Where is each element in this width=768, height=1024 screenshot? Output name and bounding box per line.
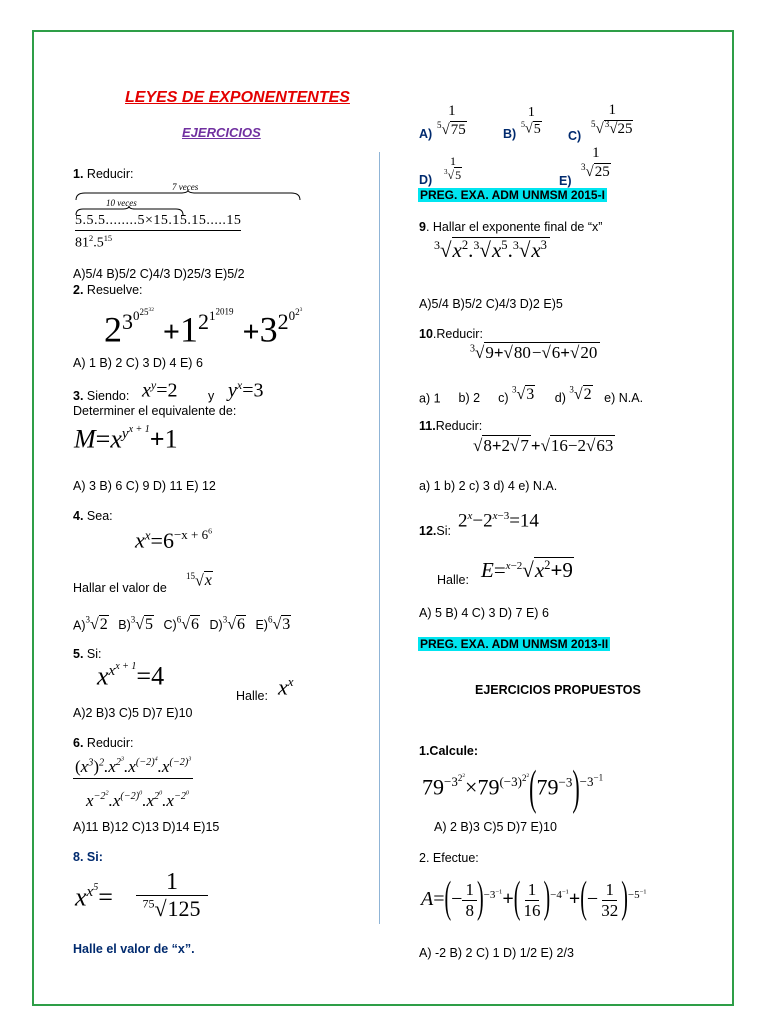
q4-root-x: $^{15}$√x <box>186 571 212 590</box>
q8-option-d: 1 $^3$√5 <box>444 154 462 183</box>
p1-prompt: 1.Calcule: <box>419 744 479 758</box>
q6-numerator: $(x^3)^2.x^{2^3}.x^{(-2)^4}.x^{(-2)^3}$ <box>73 757 193 779</box>
q1-numerator: 5.5.5........5×15.15.15.....15 <box>75 213 241 231</box>
q8-option-e: 1 $^3$√25 <box>581 145 610 180</box>
q11-options: a) 1 b) 2 c) 3 d) 4 e) N.A. <box>419 479 558 493</box>
q12-options: A) 5 B) 4 C) 3 D) 7 E) 6 <box>419 606 549 620</box>
q3-options: A) 3 B) 6 C) 9 D) 11 E) 12 <box>73 479 216 493</box>
exam-tag-2013: PREG. EXA. ADM UNMSM 2013-II <box>420 637 609 651</box>
q8-prompt: 8. Si: <box>73 850 103 864</box>
q4-expression: $x^x=6^{-x + 6^6}$ <box>135 527 213 553</box>
q5-prompt: 5. Si: <box>73 647 102 661</box>
q3-prompt: 3. Siendo: <box>73 389 130 403</box>
q8-fraction: $\frac{1}{^{75}√125}$ <box>136 869 208 922</box>
q8-option-b: 1 $^5$√5 <box>521 105 541 138</box>
q3-expression: $M=x^{y^{x + 1}}+1$ <box>74 424 178 454</box>
p2-options: A) -2 B) 2 C) 1 D) 1/2 E) 2/3 <box>419 946 574 960</box>
p2-expression: A=(− $\frac{1}{8}$ )$^{-3^{-1}}$+( $\frac{1}{16}$ )$^{-4^{-1}}$+(− $\frac{1}{32}$ )$^{-5^{-1}}$ <box>421 874 647 923</box>
q5-halle: Halle: <box>236 689 268 703</box>
q5-expression: $x^{x^{x + 1}}=4$ <box>97 661 165 691</box>
q2-expression: $2^{3^{0^{25^{32}}}} +1^{2^{1^{2019}}} +3^{2^{0^{2^3}}}$ <box>104 307 303 350</box>
q2-prompt: 2. Resuelve: <box>73 283 143 297</box>
q6-prompt: 6. Reducir: <box>73 736 134 750</box>
q12-halle: Halle: <box>437 573 469 587</box>
q9-prompt: 9. Hallar el exponente final de “x” <box>419 220 603 234</box>
q8-lhs: $x^{x^5}=$ <box>75 882 113 912</box>
q5-target: $x^x$ <box>278 674 294 700</box>
q3-y-connector: y <box>208 389 215 403</box>
q4-options: A)$^3$√2 B)$^3$√5 C)$^6$√6 D)$^3$√6 E)$^6$√3 <box>73 615 291 634</box>
q8-option-c: 1 $^5$√$^3$√25 <box>591 102 633 137</box>
q1-prompt: 1. Reducir: <box>73 167 134 181</box>
q1-denominator: $81^2.5^{15}$ <box>75 234 113 251</box>
q8-option-a: 1 $^5$√75 <box>437 103 466 138</box>
q8-option-e-label: E) <box>559 174 572 188</box>
p2-prompt: 2. Efectue: <box>419 851 479 865</box>
q8-option-b-label: B) <box>503 127 517 141</box>
q9-expression: $^3√x^2.^3√x^5.^3√x^3$ <box>434 238 550 263</box>
q10-expression: $^3$√9+√80−√6+√20 <box>470 343 600 363</box>
q8-halle: Halle el valor de “x”. <box>73 942 195 956</box>
q12-condition: $2^x-2^{x-3}=14$ <box>458 510 539 532</box>
q3-prompt-2: Determiner el equivalente de: <box>73 404 237 418</box>
q1-options: A)5/4 B)5/2 C)4/3 D)25/3 E)5/2 <box>73 267 245 281</box>
q8-option-c-label: C) <box>568 129 582 143</box>
q11-prompt: 11.Reducir: <box>419 419 483 433</box>
q12-prompt: 12.Si: <box>419 524 451 538</box>
q1-brace-outer-label: 7 veces <box>172 182 199 192</box>
q6-denominator: $x^{-2^2}.x^{(-2)^0}.x^{2^0}.x^{-2^0}$ <box>86 791 189 811</box>
q5-options: A)2 B)3 C)5 D)7 E)10 <box>73 706 193 720</box>
exam-tag-2015: PREG. EXA. ADM UNMSM 2015-I <box>420 188 605 202</box>
q12-expression: $E=^{x-2}√x^2+9$ <box>481 558 573 582</box>
q4-prompt: 4. Sea: <box>73 509 113 523</box>
section-subtitle: EJERCICIOS <box>182 125 261 140</box>
q11-expression: √8+2√7 +√16−2√63 <box>473 436 614 455</box>
q2-options: A) 1 B) 2 C) 3 D) 4 E) 6 <box>73 356 203 370</box>
q3-condition-1: $x^y=2$ <box>142 378 178 402</box>
q4-prompt-2: Hallar el valor de <box>73 581 167 595</box>
p1-options: A) 2 B)3 C)5 D)7 E)10 <box>434 820 557 834</box>
q6-options: A)11 B)12 C)13 D)14 E)15 <box>73 820 220 834</box>
q9-options: A)5/4 B)5/2 C)4/3 D)2 E)5 <box>419 297 563 311</box>
column-divider <box>379 152 380 924</box>
page-title: LEYES DE EXPONENTENTES <box>125 89 350 106</box>
q8-option-a-label: A) <box>419 127 433 141</box>
q1-brace-inner-label: 10 veces <box>106 198 137 208</box>
q10-prompt: 10.Reducir: <box>419 327 483 341</box>
q3-condition-2: $y^x=3$ <box>228 378 264 402</box>
proposed-exercises-heading: EJERCICIOS PROPUESTOS <box>475 683 641 697</box>
q10-options: a) 1 b) 2 c) $^3$√3 d) $^3$√2 e) N.A. <box>419 385 644 406</box>
q8-option-d-label: D) <box>419 173 433 187</box>
page-border <box>32 30 734 1006</box>
p1-expression: $79^{-3^{2^2}}\times 79^{(-3)^{2^2}}(79^{-3})^{-3^{-1}}$ <box>422 759 604 815</box>
